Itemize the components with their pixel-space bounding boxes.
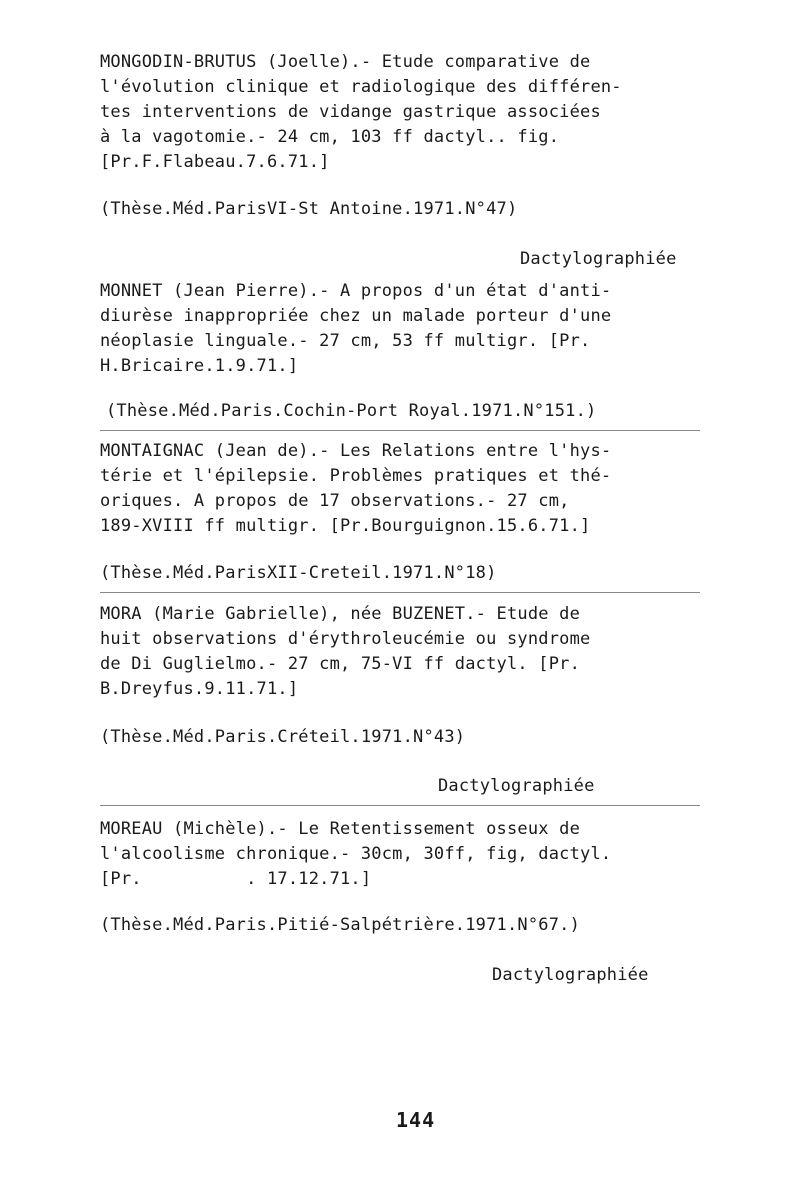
page-number: 144 [396, 1108, 436, 1132]
entry-line: B.Dreyfus.9.11.71.] [100, 679, 299, 699]
entry-note: Dactylographiée [492, 965, 649, 985]
entry-line: 189-XVIII ff multigr. [Pr.Bourguignon.15.6.71.] [100, 516, 591, 536]
divider [100, 592, 700, 593]
entry-source: (Thèse.Méd.Paris.Cochin-Port Royal.1971.N°151.) [106, 401, 597, 421]
entry-line: l'évolution clinique et radiologique des différen- [100, 77, 622, 97]
entry-line: diurèse inappropriée chez un malade porteur d'une [100, 306, 612, 326]
entry-source: (Thèse.Méd.Paris.Pitié-Salpétrière.1971.N°67.) [100, 915, 581, 935]
entry-line: à la vagotomie.- 24 cm, 103 ff dactyl.. fig. [100, 127, 560, 147]
entry-line: tes interventions de vidange gastrique associées [100, 102, 601, 122]
entry-line: térie et l'épilepsie. Problèmes pratiques et thé- [100, 466, 612, 486]
entry-line: MORA (Marie Gabrielle), née BUZENET.- Etude de [100, 604, 581, 624]
entry-source: (Thèse.Méd.ParisVI-St Antoine.1971.N°47) [100, 199, 518, 219]
divider [100, 430, 700, 431]
entry-line: oriques. A propos de 17 observations.- 27 cm, [100, 491, 570, 511]
entry-note: Dactylographiée [520, 249, 677, 269]
entry-note: Dactylographiée [438, 776, 595, 796]
entry-line: néoplasie linguale.- 27 cm, 53 ff multigr. [Pr. [100, 331, 591, 351]
entry-line: MOREAU (Michèle).- Le Retentissement osseux de [100, 819, 581, 839]
entry-source: (Thèse.Méd.ParisXII-Creteil.1971.N°18) [100, 563, 497, 583]
entry-line: MONGODIN-BRUTUS (Joelle).- Etude comparative de [100, 52, 591, 72]
entry-line: H.Bricaire.1.9.71.] [100, 356, 299, 376]
entry-line: MONNET (Jean Pierre).- A propos d'un état d'anti- [100, 281, 612, 301]
divider [100, 805, 700, 806]
entry-line: l'alcoolisme chronique.- 30cm, 30ff, fig, dactyl. [100, 844, 612, 864]
entry-line: de Di Guglielmo.- 27 cm, 75-VI ff dactyl. [Pr. [100, 654, 581, 674]
entry-line: MONTAIGNAC (Jean de).- Les Relations entre l'hys- [100, 441, 612, 461]
entry-source: (Thèse.Méd.Paris.Créteil.1971.N°43) [100, 727, 466, 747]
entry-line: [Pr. . 17.12.71.] [100, 869, 372, 889]
entry-line: huit observations d'érythroleucémie ou syndrome [100, 629, 591, 649]
entry-line: [Pr.F.Flabeau.7.6.71.] [100, 152, 330, 172]
